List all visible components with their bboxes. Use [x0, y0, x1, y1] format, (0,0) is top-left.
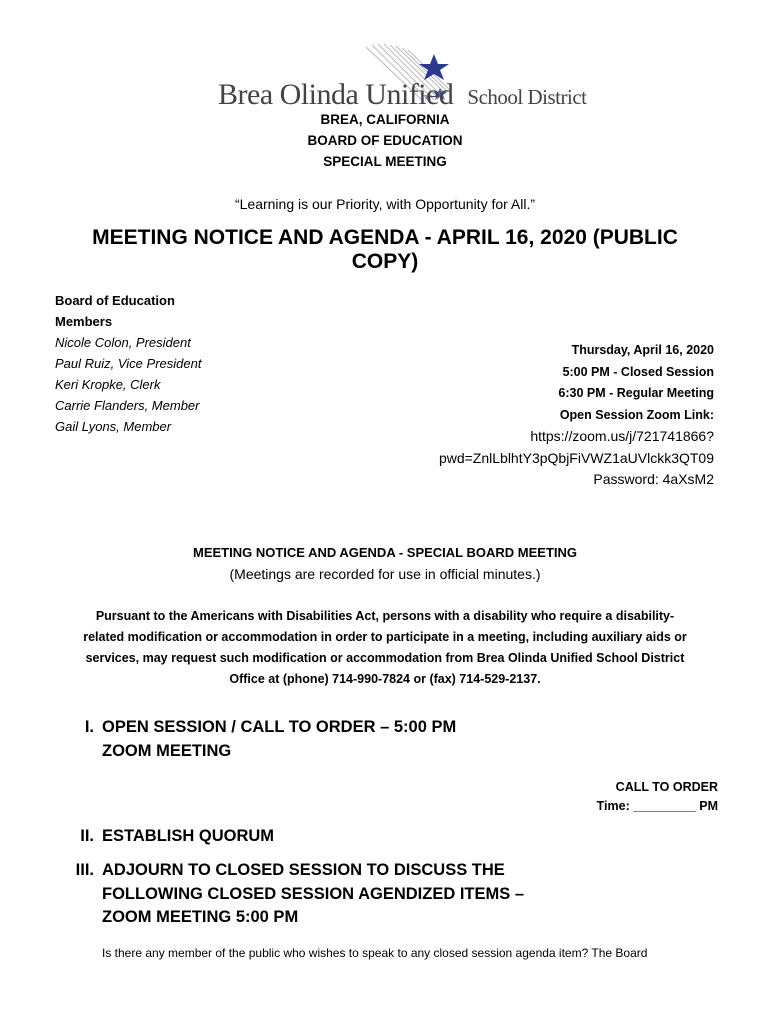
- agenda-item-2: [56, 825, 275, 849]
- agenda-item-text: ZOOM MEETING: [102, 741, 232, 760]
- agenda-item-1: [56, 716, 457, 760]
- board-member: Paul Ruiz, Vice President: [55, 356, 202, 371]
- call-to-order-time: Time: _________ PM: [596, 799, 718, 813]
- board-members: [55, 290, 201, 437]
- call-to-order-label: CALL TO ORDER: [615, 780, 718, 794]
- board-member: Carrie Flanders, Member: [55, 398, 200, 413]
- closed-session-paragraph: Is there any member of the public who wishes to speak to any closed session agenda item? The Board: [102, 946, 648, 960]
- page-title-line-1: MEETING NOTICE AND AGENDA - APRIL 16, 2020 (PUBLIC: [92, 226, 678, 249]
- ada-line: services, may request such modification or accommodation from Brea Olinda Unified School District: [85, 651, 685, 665]
- board-label: Board of Education: [55, 293, 175, 308]
- star-icon: [419, 54, 449, 80]
- ada-line: Office at (phone) 714-990-7824 or (fax) 714-529-2137.: [229, 672, 541, 686]
- header-line-1: BREA, CALIFORNIA: [320, 112, 450, 127]
- agenda-item-text: OPEN SESSION / CALL TO ORDER – 5:00 PM: [102, 718, 457, 736]
- agenda-item-text: FOLLOWING CLOSED SESSION AGENDIZED ITEMS –: [102, 884, 524, 903]
- zoom-link-pwd[interactable]: pwd=ZnlLblhtY3pQbjFiVWZ1aUVlckk3QT09: [438, 449, 714, 466]
- notice-title: MEETING NOTICE AND AGENDA - SPECIAL BOARD MEETING: [193, 545, 577, 560]
- notice-subtitle: (Meetings are recorded for use in official minutes.): [229, 566, 541, 582]
- district-logo: [216, 42, 587, 112]
- motto: “Learning is our Priority, with Opportunity for All.”: [234, 196, 536, 212]
- agenda-item-number: III.: [75, 861, 94, 879]
- ada-notice: [50, 606, 720, 690]
- agenda-item-number: I.: [84, 718, 94, 736]
- board-member: Keri Kropke, Clerk: [55, 377, 161, 392]
- zoom-password: Password: 4aXsM2: [593, 471, 714, 487]
- board-member: Nicole Colon, President: [55, 335, 191, 350]
- header-line-3: SPECIAL MEETING: [323, 154, 447, 169]
- call-to-order: [597, 778, 718, 816]
- header-line-2: BOARD OF EDUCATION: [307, 133, 463, 148]
- board-member: Gail Lyons, Member: [55, 419, 172, 434]
- board-label-members: Members: [55, 314, 113, 329]
- agenda-item-text: ADJOURN TO CLOSED SESSION TO DISCUSS THE: [102, 861, 505, 879]
- meeting-info: [439, 340, 714, 491]
- page-title-line-2: COPY): [351, 250, 419, 273]
- agenda-item-text: ZOOM MEETING 5:00 PM: [102, 908, 299, 926]
- closed-session-time: 5:00 PM - Closed Session: [562, 364, 714, 379]
- ada-line: Pursuant to the Americans with Disabilities Act, persons with a disability who require a disability-: [95, 609, 675, 623]
- meeting-date: Thursday, April 16, 2020: [571, 343, 714, 357]
- zoom-link-label: Open Session Zoom Link:: [559, 407, 714, 422]
- regular-meeting-time: 6:30 PM - Regular Meeting: [558, 386, 714, 400]
- agenda-item-text: ESTABLISH QUORUM: [102, 827, 275, 845]
- ada-line: related modification or accommodation in order to participate in a meeting, including auxiliary aids or: [83, 630, 687, 644]
- agenda-item-3: [56, 859, 524, 926]
- logo-sub-text: School District: [467, 85, 587, 109]
- agenda-item-number: II.: [80, 827, 94, 845]
- logo-main-text: Brea Olinda Unified: [218, 78, 454, 111]
- zoom-link-url[interactable]: https://zoom.us/j/721741866?: [530, 428, 714, 444]
